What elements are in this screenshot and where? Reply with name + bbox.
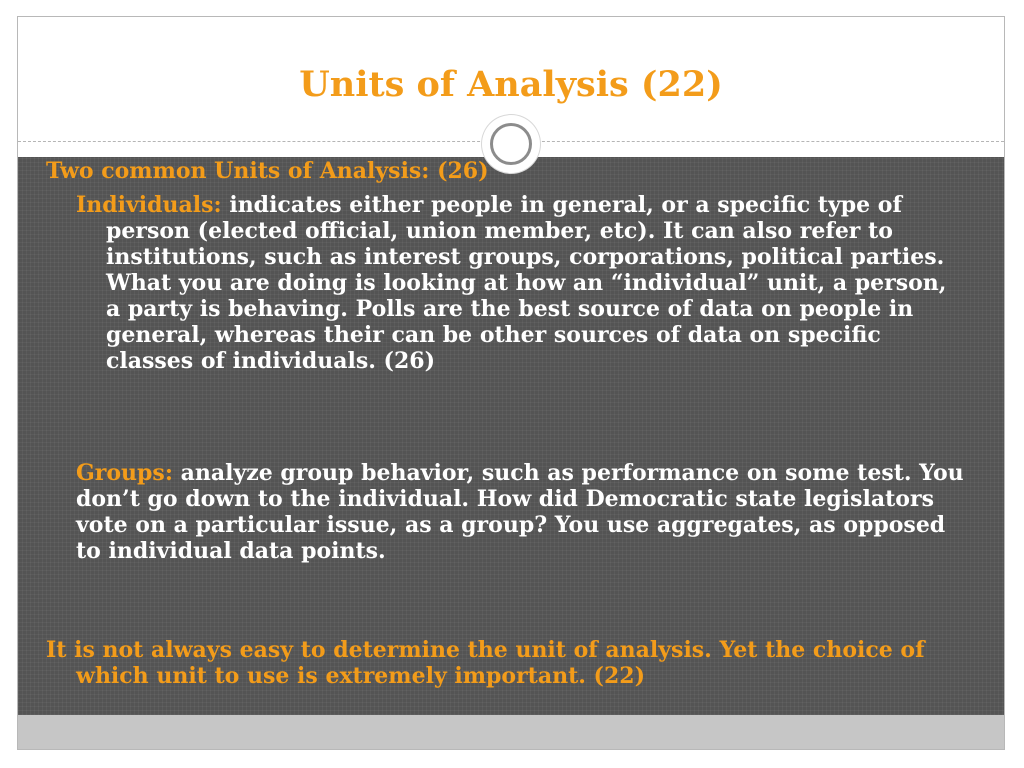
individuals-label: Individuals:	[76, 192, 222, 218]
paragraph-groups	[76, 460, 966, 564]
footer-band	[18, 715, 1004, 750]
individuals-text: indicates either people in general, or a specific type of person (elected official, union member, etc). It can also refer to institutions, such as interest groups, corporations, political parties. What you are doing is looking at how an “individual” unit, a person, a party is behaving. Polls are the best source of data on people in general, whereas their can be other sources of data on specific classes of individuals. (26)	[106, 192, 947, 374]
slide-title: Units of Analysis (22)	[299, 64, 723, 105]
groups-text: analyze group behavior, such as performance on some test. You don’t go down to the individual. How did Democratic state legislators vote on a particular issue, as a group? You use aggregates, as opposed to individual data points.	[76, 460, 964, 564]
heading-two-units: Two common Units of Analysis: (26)	[46, 158, 489, 184]
closing-statement: It is not always easy to determine the unit of analysis. Yet the choice of which unit to use is extremely important. (22)	[46, 637, 925, 689]
groups-label: Groups:	[76, 460, 173, 486]
paragraph-individuals	[76, 192, 966, 374]
